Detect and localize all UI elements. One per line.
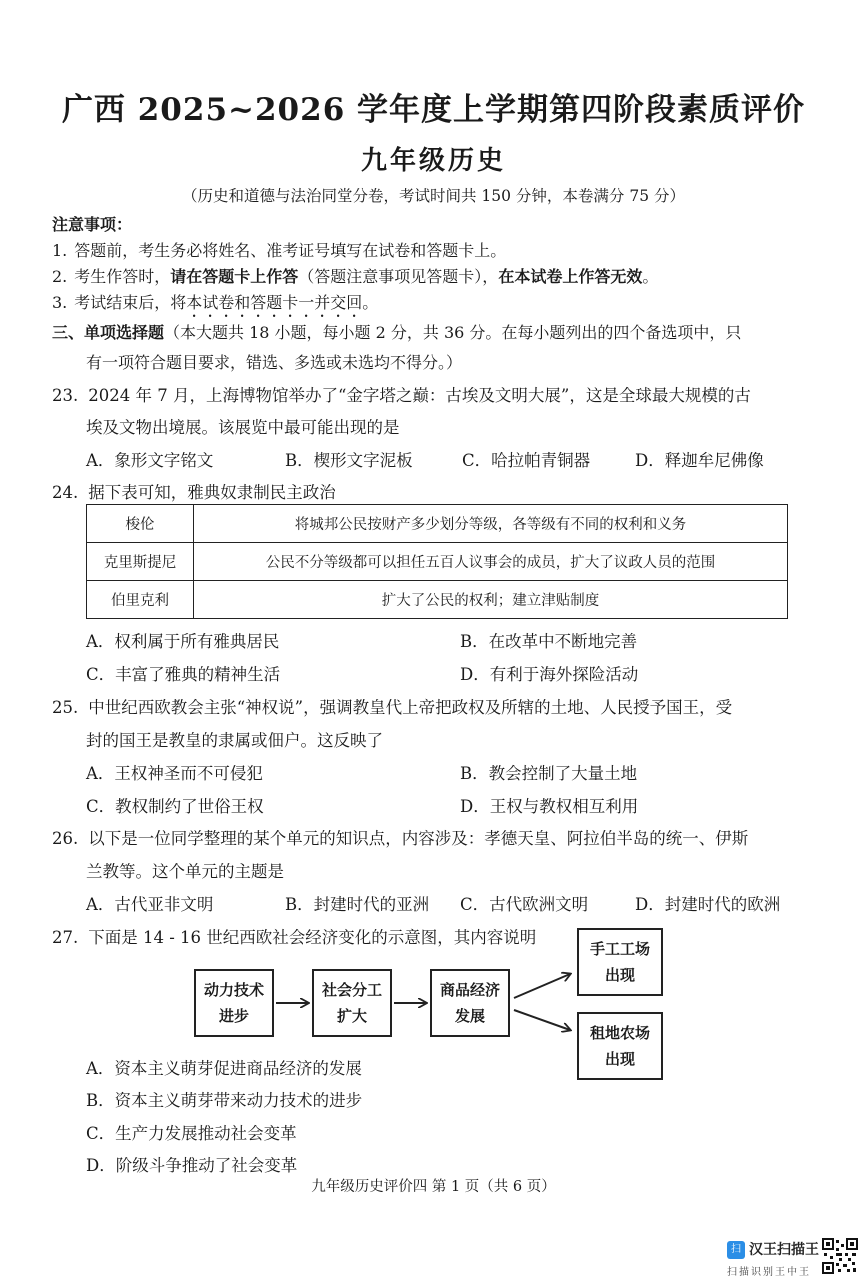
note-text: 考生作答时，	[74, 267, 171, 286]
note-text: 答题前，考生务必将姓名、准考证号填写在试卷和答题卡上。	[74, 241, 507, 260]
reformer-name: 伯里克利	[87, 581, 194, 619]
option-label: B．	[460, 764, 489, 783]
option-label: D．	[86, 1156, 116, 1175]
question-text-continued: 埃及文物出境展。该展览中最可能出现的是	[86, 418, 400, 437]
option-text: 丰富了雅典的精神生活	[115, 665, 281, 684]
question-text: 据下表可知，雅典奴隶制民主政治	[88, 483, 336, 502]
option-text: 王权神圣而不可侵犯	[114, 764, 263, 783]
question-number: 23.	[52, 386, 79, 405]
diagram-box-label: 商品经济发展	[439, 980, 500, 1025]
option-text: 释迦牟尼佛像	[664, 451, 764, 470]
question-text-continued: 封的国王是教皇的隶属或佃户。这反映了	[86, 731, 383, 750]
note-number: 3.	[52, 293, 68, 312]
option-text: 古代亚非文明	[114, 895, 214, 914]
reformer-name: 梭伦	[87, 505, 194, 543]
option-label: A．	[86, 451, 115, 470]
question-text-continued: 兰教等。这个单元的主题是	[86, 862, 284, 881]
note-text: 。	[642, 267, 659, 286]
option-label: A．	[86, 764, 115, 783]
option-label: B．	[285, 451, 314, 470]
arrow-3	[514, 974, 570, 998]
option-text: 教会控制了大量土地	[488, 764, 638, 783]
option-text: 阶级斗争推动了社会变革	[115, 1156, 298, 1175]
section-title: 三、单项选择题	[52, 323, 165, 342]
exam-info: （历史和道德与法治同堂分卷，考试时间共 150 分钟，本卷满分 75 分）	[181, 187, 686, 205]
diagram-box-label: 社会分工扩大	[321, 980, 382, 1025]
option-label: D．	[460, 797, 490, 816]
scanner-app-icon: 扫	[727, 1241, 745, 1259]
question-number: 26.	[52, 829, 79, 848]
option-a[interactable]	[86, 1055, 362, 1079]
watermark-slogan: 扫描识别王中王	[727, 1267, 811, 1278]
watermark-brand: 汉王扫描王	[749, 1242, 819, 1258]
option-text: 资本主义萌芽带来动力技术的进步	[114, 1091, 363, 1110]
note-emphasis: 在本试卷上作答无效	[498, 267, 643, 286]
option-label: B．	[86, 1091, 115, 1110]
option-label: D．	[635, 895, 665, 914]
option-label: C．	[86, 665, 116, 684]
option-label: D．	[635, 451, 665, 470]
note-number: 2.	[52, 267, 68, 286]
option-label: C．	[462, 451, 492, 470]
section-desc: （本大题共 18 小题，每小题 2 分，共 36 分。在每小题列出的四个备选项中，只	[164, 323, 742, 342]
option-text: 哈拉帕青铜器	[491, 451, 591, 470]
option-b[interactable]	[86, 1087, 362, 1111]
option-label: B．	[285, 895, 314, 914]
page-footer: 九年级历史评价四 第 1 页（共 6 页）	[311, 1179, 556, 1195]
option-text: 在改革中不断地完善	[488, 632, 638, 651]
option-text: 权利属于所有雅典居民	[114, 632, 280, 651]
option-label: D．	[460, 665, 490, 684]
question-text: 中世纪西欧教会主张“神权说”，强调教皇代上帝把政权及所辖的土地、人民授予国王，受	[88, 698, 733, 717]
option-text: 封建时代的亚洲	[313, 895, 430, 914]
section-desc-continued: 有一项符合题目要求，错选、多选或未选均不得分。）	[86, 353, 463, 372]
diagram-box-label: 动力技术进步	[203, 980, 264, 1025]
exam-title: 广西 2025~2026 学年度上学期第四阶段素质评价	[61, 92, 806, 128]
option-label: C．	[460, 895, 490, 914]
option-text: 教权制约了世俗王权	[115, 797, 264, 816]
question-number: 24.	[52, 483, 79, 502]
question-text: 2024 年 7 月，上海博物馆举办了“金字塔之巅：古埃及文明大展”，这是全球最大规模的古	[88, 386, 751, 405]
question-text: 下面是 14 - 16 世纪西欧社会经济变化的示意图，其内容说明	[88, 928, 537, 947]
option-label: A．	[86, 895, 115, 914]
option-d[interactable]	[86, 1152, 297, 1176]
option-label: C．	[86, 1124, 116, 1143]
note-emphasis: 本试卷和答题卡一并交回	[186, 293, 363, 312]
note-text: 考试结束后，将	[74, 293, 187, 312]
option-text: 楔形文字泥板	[313, 451, 413, 470]
exam-subject: 九年级历史	[360, 146, 506, 176]
reform-content: 扩大了公民的权利；建立津贴制度	[194, 581, 788, 619]
option-text: 生产力发展推动社会变革	[115, 1124, 297, 1143]
option-label: A．	[86, 1059, 115, 1078]
option-text: 王权与教权相互利用	[489, 797, 639, 816]
arrow-4	[514, 1010, 570, 1030]
option-c[interactable]	[86, 1120, 297, 1144]
question-text: 以下是一位同学整理的某个单元的知识点，内容涉及：孝德天皇、阿拉伯半岛的统一、伊斯	[88, 829, 749, 848]
note-emphasis: 请在答题卡上作答	[170, 267, 299, 286]
reform-content: 公民不分等级都可以担任五百人议事会的成员，扩大了议政人员的范围	[194, 543, 788, 581]
qr-code-icon	[822, 1238, 858, 1274]
note-text: （答题注意事项见答题卡），	[298, 267, 499, 286]
diagram-box-label: 租地农场出现	[589, 1023, 650, 1068]
option-text: 古代欧洲文明	[489, 895, 589, 914]
option-text: 有利于海外探险活动	[489, 665, 639, 684]
diagram-box-label: 手工工场出现	[589, 939, 650, 984]
reform-content: 将城邦公民按财产多少划分等级，各等级有不同的权利和义务	[194, 505, 788, 543]
option-label: C．	[86, 797, 116, 816]
question-number: 27.	[52, 928, 79, 947]
question-number: 25.	[52, 698, 79, 717]
option-text: 封建时代的欧洲	[664, 895, 781, 914]
notes-heading: 注意事项：	[52, 215, 133, 234]
option-text: 象形文字铭文	[114, 451, 214, 470]
reformer-name: 克里斯提尼	[87, 543, 194, 581]
note-text: 。	[362, 293, 379, 312]
option-label: B．	[460, 632, 489, 651]
note-number: 1.	[52, 241, 68, 260]
option-label: A．	[86, 632, 115, 651]
option-text: 资本主义萌芽促进商品经济的发展	[114, 1059, 362, 1078]
